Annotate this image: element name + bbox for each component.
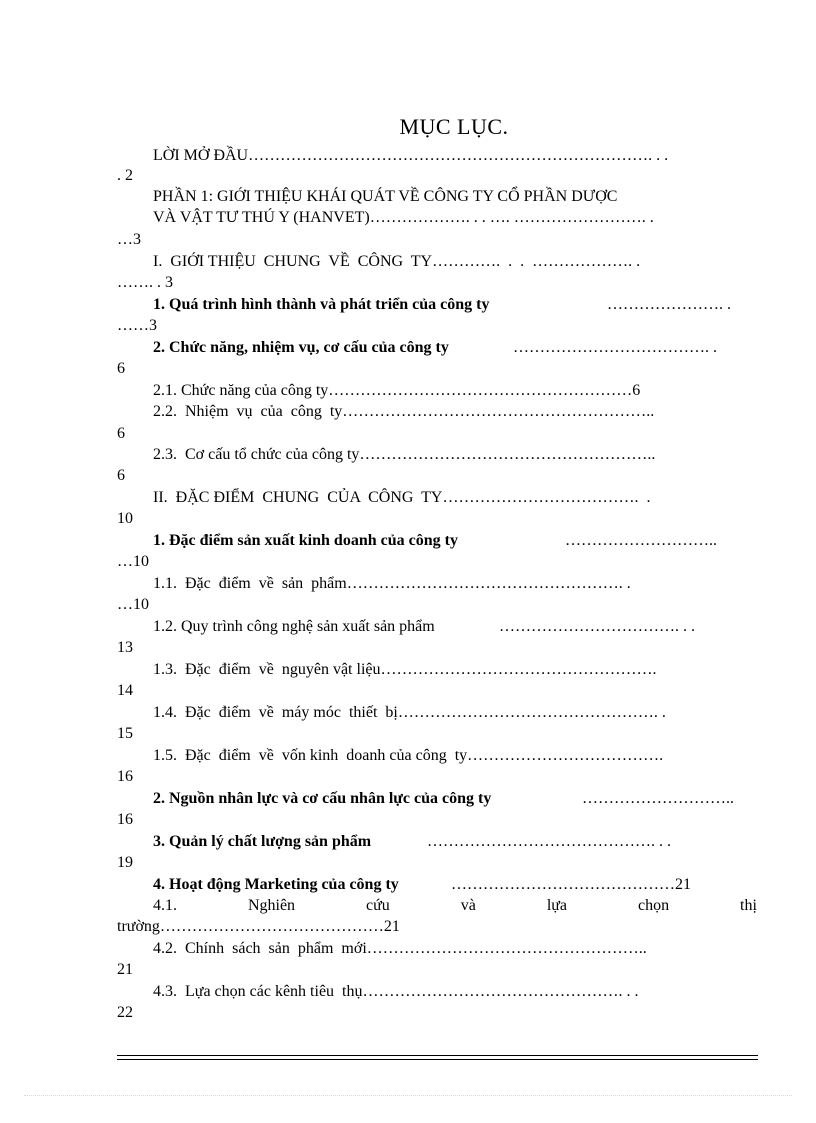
- toc-page-number: …10: [117, 596, 149, 613]
- toc-entry-1-1: 1.1. Đặc điểm về sản phẩm……………………………………………. .: [153, 575, 631, 592]
- footer-rule: [117, 1055, 758, 1056]
- toc-word: chọn: [637, 897, 670, 914]
- toc-page-number: 6: [117, 425, 125, 442]
- toc-entry-1-3: 1.3. Đặc điểm về nguyên vật liệu…………………………………………….: [153, 661, 657, 678]
- toc-entry-1-5: 1.5. Đặc điểm về vốn kinh doanh của công ty……………………………….: [153, 747, 664, 764]
- toc-entry-2-2: 2.2. Nhiệm vụ của công ty…………………………………………………..: [153, 403, 655, 420]
- toc-entry-2: 2. Chức năng, nhiệm vụ, cơ cấu của công ty: [153, 339, 449, 356]
- toc-leader: …………………. .: [607, 296, 731, 313]
- toc-entry-ii-3: 3. Quản lý chất lượng sản phẩm: [153, 833, 372, 850]
- toc-leader: ………………………………. .: [513, 339, 717, 356]
- page-break-line: [24, 1095, 792, 1096]
- toc-entry-4-2: 4.2. Chính sách sản phẩm mới……………………………………………..: [153, 940, 647, 957]
- toc-word: thị: [740, 897, 757, 914]
- toc-leader: ………………………..: [582, 790, 734, 807]
- toc-page-number: 16: [117, 811, 133, 828]
- toc-page-number: …10: [117, 553, 149, 570]
- toc-page-number: 22: [117, 1004, 133, 1021]
- toc-entry-part1: PHẦN 1: GIỚI THIỆU KHÁI QUÁT VỀ CÔNG TY CỔ PHẦN DƯỢC: [153, 188, 618, 205]
- toc-word: 4.1.: [153, 897, 177, 914]
- toc-entry-1: 1. Quá trình hình thành và phát triển của công ty: [153, 296, 490, 313]
- toc-page-number: …3: [117, 231, 141, 248]
- toc-page-number: 10: [117, 510, 133, 527]
- toc-page-number: 14: [117, 682, 133, 699]
- toc-entry-1-2: 1.2. Quy trình công nghệ sản xuất sản phẩm: [153, 618, 435, 635]
- toc-page-number: 13: [117, 639, 133, 656]
- toc-page-number: ……3: [117, 317, 157, 334]
- toc-page-number: . 2: [117, 167, 133, 184]
- toc-entry-4-3: 4.3. Lựa chọn các kênh tiêu thụ…………………………………………. . .: [153, 983, 639, 1000]
- toc-word: và: [460, 897, 476, 914]
- toc-title: MỤC LỤC.: [399, 114, 509, 139]
- toc-entry-section-2: II. ĐẶC ĐIỂM CHUNG CỦA CÔNG TY………………………………. .: [153, 489, 651, 506]
- toc-page-number: 15: [117, 725, 133, 742]
- toc-leader: ……………………………………. . .: [427, 833, 671, 850]
- toc-page-number: 16: [117, 768, 133, 785]
- toc-entry-2-1: 2.1. Chức năng của công ty…………………………………………………6: [153, 382, 641, 399]
- toc-entry-intro: LỜI MỞ ĐẦU…………………………………………………………………. . .: [153, 147, 669, 164]
- toc-entry-4-1: [153, 896, 757, 916]
- toc-entry-section-1: I. GIỚI THIỆU CHUNG VỀ CÔNG TY…………. . . ………………. .: [153, 253, 641, 270]
- toc-word: lựa: [546, 897, 568, 914]
- toc-entry-1-4: 1.4. Đặc điểm về máy móc thiết bị…………………………………………. .: [153, 704, 666, 721]
- toc-page-number: 19: [117, 854, 133, 871]
- toc-page-number: 6: [117, 467, 125, 484]
- toc-page-number: 6: [117, 360, 125, 377]
- toc-entry-ii-2: 2. Nguồn nhân lực và cơ cấu nhân lực của công ty: [153, 790, 492, 807]
- toc-entry-2-3: 2.3. Cơ cấu tổ chức của công ty………………………………………………..: [153, 446, 656, 463]
- toc-word: Nghiên: [247, 897, 296, 914]
- toc-entry-ii-1: 1. Đặc điểm sản xuất kinh doanh của công ty: [153, 532, 458, 549]
- toc-entry-part1-cont: VÀ VẬT TƯ THÚ Y (HANVET)………………. . . …. ……………………. .: [153, 209, 654, 226]
- toc-entry-ii-4: 4. Hoạt động Marketing của công ty: [153, 876, 399, 893]
- toc-word: cứu: [366, 897, 390, 914]
- toc-leader: ………………………..: [565, 532, 717, 549]
- toc-page-number: ……. . 3: [117, 274, 173, 291]
- footer-rule: [117, 1059, 758, 1060]
- toc-leader: ……………………………………21: [451, 876, 691, 893]
- toc-entry-4-1-cont: trường……………………………………21: [117, 918, 400, 935]
- toc-leader: ……………………………. . .: [499, 618, 695, 635]
- toc-page-number: 21: [117, 961, 133, 978]
